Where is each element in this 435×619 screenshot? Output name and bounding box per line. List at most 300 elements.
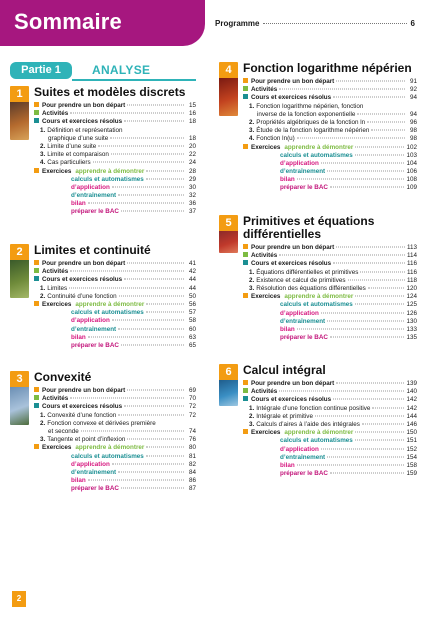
bullet-square bbox=[34, 395, 39, 400]
section-page: 142 bbox=[406, 404, 417, 412]
bullet-square bbox=[34, 118, 39, 123]
exercise-type-page: 124 bbox=[406, 293, 417, 301]
exercise-type-label: préparer le BAC bbox=[280, 334, 328, 342]
exercise-type-page: 130 bbox=[406, 317, 417, 325]
dot-leader bbox=[355, 440, 405, 441]
section-entry[interactable] bbox=[243, 127, 417, 135]
page-title: Sommaire bbox=[14, 9, 122, 34]
section-label: Intégrale et primitive bbox=[256, 412, 313, 420]
section-label: Fonction logarithme népérien, fonction bbox=[256, 102, 364, 110]
exercise-type-entry[interactable] bbox=[34, 485, 196, 493]
chapter-thumbnail bbox=[10, 371, 29, 425]
dot-leader bbox=[327, 320, 404, 321]
cours-entry-label: Cours et exercices résolus bbox=[251, 94, 332, 102]
exercise-type-label: bilan bbox=[280, 461, 295, 469]
section-page: 76 bbox=[188, 436, 196, 444]
exercise-type-page: 80 bbox=[188, 444, 196, 452]
section-label: Tangente et point d’inflexion bbox=[47, 436, 126, 444]
exercise-type-entry[interactable] bbox=[243, 437, 417, 445]
exercise-type-entry[interactable] bbox=[34, 326, 196, 334]
dot-leader bbox=[355, 146, 404, 147]
section-entry[interactable] bbox=[34, 285, 196, 293]
chapter-photo bbox=[219, 231, 238, 253]
section-label: Étude de la fonction logarithme népérien bbox=[256, 127, 370, 135]
cours-entry[interactable] bbox=[34, 118, 196, 126]
exercise-type-page: 152 bbox=[406, 445, 417, 453]
exercise-type-label: d’entraînement bbox=[280, 168, 326, 176]
exercise-type-label: bilan bbox=[71, 200, 86, 208]
cours-entry-page: 72 bbox=[188, 403, 196, 411]
dot-leader bbox=[81, 430, 184, 431]
chapter-number: 1 bbox=[10, 86, 29, 102]
exercise-type-entry[interactable] bbox=[243, 176, 417, 184]
dot-leader bbox=[327, 171, 404, 172]
section-entry[interactable] bbox=[243, 421, 417, 429]
chapter-6 bbox=[219, 364, 417, 504]
activites-entry[interactable] bbox=[243, 388, 417, 396]
dot-leader bbox=[330, 337, 405, 338]
exercise-type-page: 126 bbox=[406, 309, 417, 317]
exercise-type-entry[interactable] bbox=[34, 184, 196, 192]
chapter-photo bbox=[10, 387, 29, 425]
bullet-square bbox=[243, 429, 248, 434]
section-label: Limites bbox=[47, 284, 68, 292]
chapter-entries bbox=[34, 260, 196, 350]
section-number: 1. bbox=[40, 126, 46, 134]
exercise-type-entry[interactable] bbox=[34, 176, 196, 184]
chapter-title[interactable]: Fonction logarithme népérien bbox=[243, 61, 412, 75]
exercices-entry[interactable] bbox=[243, 144, 417, 152]
exercise-type-page: 32 bbox=[188, 192, 196, 200]
dot-leader bbox=[279, 255, 405, 256]
dot-leader bbox=[118, 195, 184, 196]
section-page: 72 bbox=[188, 411, 196, 419]
cours-entry-page: 142 bbox=[406, 396, 417, 404]
section-entry[interactable] bbox=[243, 111, 417, 119]
section-page: 96 bbox=[409, 118, 417, 126]
programme-page: 6 bbox=[410, 19, 415, 28]
cours-entry-label: Cours et exercices résolus bbox=[42, 276, 123, 284]
dot-leader bbox=[357, 113, 405, 114]
pour-prendre-entry-label: Pour prendre un bon départ bbox=[42, 260, 126, 267]
programme-link[interactable] bbox=[215, 19, 415, 28]
pour-prendre-entry[interactable] bbox=[34, 387, 196, 395]
exercise-type-entry[interactable] bbox=[34, 200, 196, 208]
exercise-type-entry[interactable] bbox=[243, 318, 417, 326]
section-page: 94 bbox=[409, 110, 417, 118]
exercise-type-page: 28 bbox=[188, 167, 196, 175]
section-entry[interactable] bbox=[34, 135, 196, 143]
section-label: Intégrale d’une fonction continue positive bbox=[256, 404, 371, 412]
dot-leader bbox=[119, 295, 184, 296]
pour-prendre-entry-page: 91 bbox=[409, 78, 417, 85]
dot-leader bbox=[70, 271, 184, 272]
dot-leader bbox=[124, 121, 184, 122]
bullet-square bbox=[243, 260, 248, 265]
dot-leader bbox=[121, 344, 184, 345]
cours-entry-label: Cours et exercices résolus bbox=[42, 118, 123, 126]
activites-entry-page: 114 bbox=[406, 252, 417, 260]
page-number: 2 bbox=[12, 591, 26, 607]
bullet-square bbox=[34, 403, 39, 408]
exercise-type-label: d’entraînement bbox=[280, 453, 326, 461]
section-number: 4. bbox=[40, 159, 46, 167]
dot-leader bbox=[124, 406, 184, 407]
activites-entry-label: Activités bbox=[251, 252, 278, 260]
dot-leader bbox=[330, 187, 405, 188]
activites-entry-page: 70 bbox=[188, 395, 196, 403]
exercise-type-entry[interactable] bbox=[243, 454, 417, 462]
activites-entry[interactable] bbox=[34, 268, 196, 276]
chapter-title[interactable]: Limites et continuité bbox=[34, 243, 151, 257]
exercise-type-entry[interactable] bbox=[243, 470, 417, 478]
section-label: Continuité d’une fonction bbox=[47, 292, 117, 300]
activites-entry-label: Activités bbox=[42, 110, 69, 118]
cours-entry-page: 44 bbox=[188, 276, 196, 284]
section-entry[interactable] bbox=[34, 127, 196, 135]
section-label: Propriétés algébriques de la fonction ln bbox=[256, 118, 366, 126]
exercise-type-page: 104 bbox=[406, 159, 417, 167]
section-number: 1. bbox=[249, 268, 255, 276]
exercise-type-label: d’entraînement bbox=[280, 317, 326, 325]
activites-entry-page: 140 bbox=[406, 388, 417, 396]
pour-prendre-entry[interactable] bbox=[243, 380, 417, 388]
section-label: Limite d’une suite bbox=[47, 142, 97, 150]
pour-prendre-entry[interactable] bbox=[34, 260, 196, 268]
exercise-type-page: 109 bbox=[406, 184, 417, 192]
section-number: 3. bbox=[40, 151, 46, 159]
exercise-type-entry[interactable] bbox=[34, 342, 196, 350]
exercise-type-page: 84 bbox=[188, 468, 196, 476]
section-entry[interactable] bbox=[243, 413, 417, 421]
section-number: 1. bbox=[40, 284, 46, 292]
dot-leader bbox=[88, 203, 184, 204]
page-header bbox=[0, 0, 435, 46]
chapter-1 bbox=[10, 86, 196, 236]
exercise-type-page: 86 bbox=[188, 477, 196, 485]
exercise-type-page: 63 bbox=[188, 333, 196, 341]
activites-entry-page: 42 bbox=[188, 268, 196, 276]
exercise-type-label: bilan bbox=[280, 176, 295, 184]
exercise-type-label: apprendre à démontrer bbox=[284, 429, 354, 437]
dot-leader bbox=[112, 186, 184, 187]
activites-entry[interactable] bbox=[243, 86, 417, 94]
bullet-square bbox=[34, 268, 39, 273]
dot-leader bbox=[118, 328, 184, 329]
dot-leader bbox=[88, 480, 184, 481]
dot-leader bbox=[297, 179, 405, 180]
dot-leader bbox=[70, 398, 184, 399]
activites-entry-label: Activités bbox=[251, 388, 278, 396]
section-page: 24 bbox=[188, 159, 196, 167]
exercise-type-page: 82 bbox=[188, 460, 196, 468]
dot-leader bbox=[112, 463, 184, 464]
section-number: 4. bbox=[249, 135, 255, 143]
chapter-photo bbox=[10, 260, 29, 298]
bullet-square bbox=[243, 78, 248, 83]
exercise-type-label: d’application bbox=[280, 445, 319, 453]
cours-entry-page: 116 bbox=[406, 260, 417, 268]
programme-label: Programme bbox=[215, 19, 260, 28]
dot-leader bbox=[118, 471, 184, 472]
chapter-number: 2 bbox=[10, 244, 29, 260]
cours-entry-label: Cours et exercices résolus bbox=[251, 396, 332, 404]
section-number: 2. bbox=[40, 419, 46, 427]
dot-leader bbox=[333, 399, 404, 400]
chapter-title-line: différentielles bbox=[243, 227, 322, 241]
exercise-type-entry[interactable] bbox=[34, 469, 196, 477]
chapter-thumbnail bbox=[10, 86, 29, 140]
dot-leader bbox=[112, 320, 184, 321]
exercise-type-page: 133 bbox=[406, 325, 417, 333]
dot-leader bbox=[336, 247, 405, 248]
section-entry[interactable] bbox=[243, 135, 417, 143]
dot-leader bbox=[146, 178, 184, 179]
dot-leader bbox=[355, 296, 404, 297]
exercise-type-label: calculs et automatismes bbox=[280, 151, 353, 159]
section-page: 120 bbox=[406, 284, 417, 292]
cours-entry[interactable] bbox=[243, 94, 417, 102]
pour-prendre-entry[interactable] bbox=[243, 78, 417, 86]
section-entry[interactable] bbox=[243, 103, 417, 111]
exercise-type-page: 87 bbox=[188, 485, 196, 493]
exercise-type-page: 108 bbox=[406, 176, 417, 184]
programme-leader bbox=[263, 23, 406, 24]
pour-prendre-entry-label: Pour prendre un bon départ bbox=[251, 380, 335, 387]
section-entry[interactable] bbox=[243, 285, 417, 293]
cours-entry-page: 18 bbox=[188, 118, 196, 126]
chapter-entries bbox=[34, 102, 196, 217]
exercise-type-page: 56 bbox=[188, 300, 196, 308]
exercise-type-page: 60 bbox=[188, 325, 196, 333]
exercise-type-entry[interactable] bbox=[243, 168, 417, 176]
exercise-type-entry[interactable] bbox=[34, 208, 196, 216]
dot-leader bbox=[333, 263, 405, 264]
section-entry[interactable] bbox=[34, 293, 196, 301]
pour-prendre-entry-page: 139 bbox=[406, 380, 417, 387]
section-entry[interactable] bbox=[34, 428, 196, 436]
dot-leader bbox=[127, 390, 184, 391]
exercices-entry[interactable] bbox=[34, 301, 196, 309]
exercise-type-page: 65 bbox=[188, 341, 196, 349]
section-page: 98 bbox=[409, 135, 417, 143]
section-entry[interactable] bbox=[243, 119, 417, 127]
exercise-type-label: préparer le BAC bbox=[280, 470, 328, 478]
bullet-square bbox=[34, 102, 39, 107]
exercise-type-entry[interactable] bbox=[34, 453, 196, 461]
section-label: Calculs d’aires à l’aide des intégrales bbox=[256, 420, 360, 428]
activites-entry[interactable] bbox=[34, 395, 196, 403]
part-heading bbox=[10, 62, 196, 80]
chapter-entries bbox=[243, 380, 417, 478]
section-number: 3. bbox=[249, 127, 255, 135]
cours-entry[interactable] bbox=[34, 276, 196, 284]
exercise-type-label: préparer le BAC bbox=[71, 341, 119, 349]
exercise-type-label: calculs et automatismes bbox=[71, 309, 144, 317]
activites-entry-label: Activités bbox=[42, 395, 69, 403]
bullet-square bbox=[243, 293, 248, 298]
chapter-title[interactable]: Convexité bbox=[34, 370, 92, 384]
exercices-label: Exercices bbox=[42, 444, 72, 452]
section-label: Équations différentielles et primitives bbox=[256, 268, 359, 276]
section-page: 98 bbox=[409, 127, 417, 135]
exercise-type-page: 30 bbox=[188, 183, 196, 191]
dot-leader bbox=[88, 336, 184, 337]
bullet-square bbox=[34, 444, 39, 449]
dot-leader bbox=[336, 81, 405, 82]
exercise-type-label: apprendre à démontrer bbox=[284, 293, 354, 301]
exercise-type-page: 36 bbox=[188, 200, 196, 208]
activites-entry-label: Activités bbox=[42, 268, 69, 276]
dot-leader bbox=[297, 464, 405, 465]
chapter-title[interactable] bbox=[243, 215, 374, 241]
section-entry[interactable] bbox=[34, 436, 196, 444]
section-entry[interactable] bbox=[34, 412, 196, 420]
section-entry[interactable] bbox=[34, 143, 196, 151]
exercise-type-entry[interactable] bbox=[243, 310, 417, 318]
part-underline bbox=[72, 79, 196, 81]
exercise-type-entry[interactable] bbox=[34, 477, 196, 485]
exercise-type-label: calculs et automatismes bbox=[71, 175, 144, 183]
exercices-label: Exercices bbox=[251, 429, 281, 437]
exercise-type-page: 158 bbox=[406, 461, 417, 469]
section-page: 146 bbox=[406, 420, 417, 428]
dot-leader bbox=[297, 328, 405, 329]
section-entry[interactable] bbox=[243, 269, 417, 277]
exercise-type-label: préparer le BAC bbox=[71, 208, 119, 216]
dot-leader bbox=[127, 439, 184, 440]
pour-prendre-entry-label: Pour prendre un bon départ bbox=[251, 244, 335, 251]
cours-entry[interactable] bbox=[34, 403, 196, 411]
chapter-photo bbox=[219, 78, 238, 116]
section-label: Fonction ln(u) bbox=[256, 135, 295, 143]
chapter-3 bbox=[10, 371, 196, 516]
dot-leader bbox=[360, 271, 405, 272]
activites-entry[interactable] bbox=[34, 110, 196, 118]
exercise-type-label: d’entraînement bbox=[71, 325, 117, 333]
exercise-type-entry[interactable] bbox=[243, 462, 417, 470]
chapter-title[interactable]: Suites et modèles discrets bbox=[34, 85, 186, 99]
dot-leader bbox=[330, 473, 405, 474]
exercise-type-label: apprendre à démontrer bbox=[75, 444, 145, 452]
chapter-2 bbox=[10, 244, 196, 364]
exercices-entry[interactable] bbox=[34, 444, 196, 452]
chapter-number: 3 bbox=[10, 371, 29, 387]
exercise-type-label: calculs et automatismes bbox=[280, 437, 353, 445]
chapter-thumbnail bbox=[219, 215, 238, 253]
section-entry[interactable] bbox=[243, 405, 417, 413]
section-label: Existence et calcul de primitives bbox=[256, 276, 346, 284]
exercise-type-label: calculs et automatismes bbox=[280, 301, 353, 309]
exercise-type-page: 150 bbox=[406, 429, 417, 437]
section-page: 116 bbox=[406, 268, 417, 276]
section-number: 2. bbox=[40, 292, 46, 300]
exercices-label: Exercices bbox=[42, 300, 72, 308]
exercise-type-entry[interactable] bbox=[243, 160, 417, 168]
cours-entry[interactable] bbox=[243, 396, 417, 404]
dot-leader bbox=[372, 407, 404, 408]
bullet-square bbox=[243, 144, 248, 149]
section-entry[interactable] bbox=[243, 277, 417, 285]
exercices-entry[interactable] bbox=[243, 293, 417, 301]
bullet-square bbox=[34, 387, 39, 392]
activites-entry-page: 92 bbox=[409, 86, 417, 94]
bullet-square bbox=[243, 380, 248, 385]
exercices-label: Exercices bbox=[251, 293, 281, 301]
exercise-type-entry[interactable] bbox=[34, 334, 196, 342]
exercise-type-entry[interactable] bbox=[243, 184, 417, 192]
section-page: 44 bbox=[188, 284, 196, 292]
pour-prendre-entry-page: 41 bbox=[188, 260, 196, 267]
exercise-type-page: 154 bbox=[406, 453, 417, 461]
section-label: Résolution des équations différentielles bbox=[256, 284, 366, 292]
exercise-type-entry[interactable] bbox=[243, 326, 417, 334]
activites-entry[interactable] bbox=[243, 252, 417, 260]
section-label: inverse de la fonction exponentielle bbox=[257, 110, 356, 118]
exercise-type-label: apprendre à démontrer bbox=[284, 143, 354, 151]
pour-prendre-entry-label: Pour prendre un bon départ bbox=[42, 102, 126, 109]
exercise-type-entry[interactable] bbox=[243, 334, 417, 342]
section-number: 1. bbox=[40, 411, 46, 419]
exercise-type-entry[interactable] bbox=[243, 152, 417, 160]
chapter-thumbnail bbox=[219, 364, 238, 406]
pour-prendre-entry-page: 69 bbox=[188, 387, 196, 394]
section-entry[interactable] bbox=[34, 151, 196, 159]
section-entry[interactable] bbox=[34, 159, 196, 167]
pour-prendre-entry[interactable] bbox=[243, 244, 417, 252]
exercise-type-page: 81 bbox=[188, 452, 196, 460]
section-number: 2. bbox=[40, 142, 46, 150]
chapter-title-line: Primitives et équations bbox=[243, 214, 375, 228]
section-number: 3. bbox=[249, 420, 255, 428]
exercise-type-entry[interactable] bbox=[243, 446, 417, 454]
chapter-number: 4 bbox=[219, 62, 238, 78]
cours-entry[interactable] bbox=[243, 260, 417, 268]
section-label: et seconde bbox=[48, 427, 79, 435]
part-name: ANALYSE bbox=[92, 63, 151, 77]
cours-entry-page: 94 bbox=[409, 94, 417, 102]
exercise-type-entry[interactable] bbox=[34, 309, 196, 317]
dot-leader bbox=[327, 456, 404, 457]
exercise-type-entry[interactable] bbox=[243, 301, 417, 309]
dot-leader bbox=[279, 391, 404, 392]
exercise-type-page: 159 bbox=[406, 470, 417, 478]
exercise-type-entry[interactable] bbox=[34, 317, 196, 325]
dot-leader bbox=[124, 279, 184, 280]
pour-prendre-entry[interactable] bbox=[34, 102, 196, 110]
exercise-type-entry[interactable] bbox=[34, 192, 196, 200]
chapter-entries bbox=[34, 387, 196, 493]
chapter-title[interactable]: Calcul intégral bbox=[243, 363, 326, 377]
exercise-type-label: calculs et automatismes bbox=[71, 452, 144, 460]
exercise-type-label: d’application bbox=[71, 460, 110, 468]
section-page: 22 bbox=[188, 151, 196, 159]
bullet-square bbox=[34, 168, 39, 173]
exercise-type-entry[interactable] bbox=[34, 461, 196, 469]
section-number: 3. bbox=[249, 284, 255, 292]
section-label: Définition et représentation bbox=[47, 126, 123, 134]
section-entry[interactable] bbox=[34, 420, 196, 428]
exercices-entry[interactable] bbox=[34, 168, 196, 176]
dot-leader bbox=[127, 263, 184, 264]
exercices-entry[interactable] bbox=[243, 429, 417, 437]
section-number: 1. bbox=[249, 404, 255, 412]
exercise-type-page: 57 bbox=[188, 309, 196, 317]
dot-leader bbox=[355, 304, 405, 305]
dot-leader bbox=[127, 105, 184, 106]
section-label: Convexité d’une fonction bbox=[47, 411, 117, 419]
dot-leader bbox=[146, 312, 184, 313]
